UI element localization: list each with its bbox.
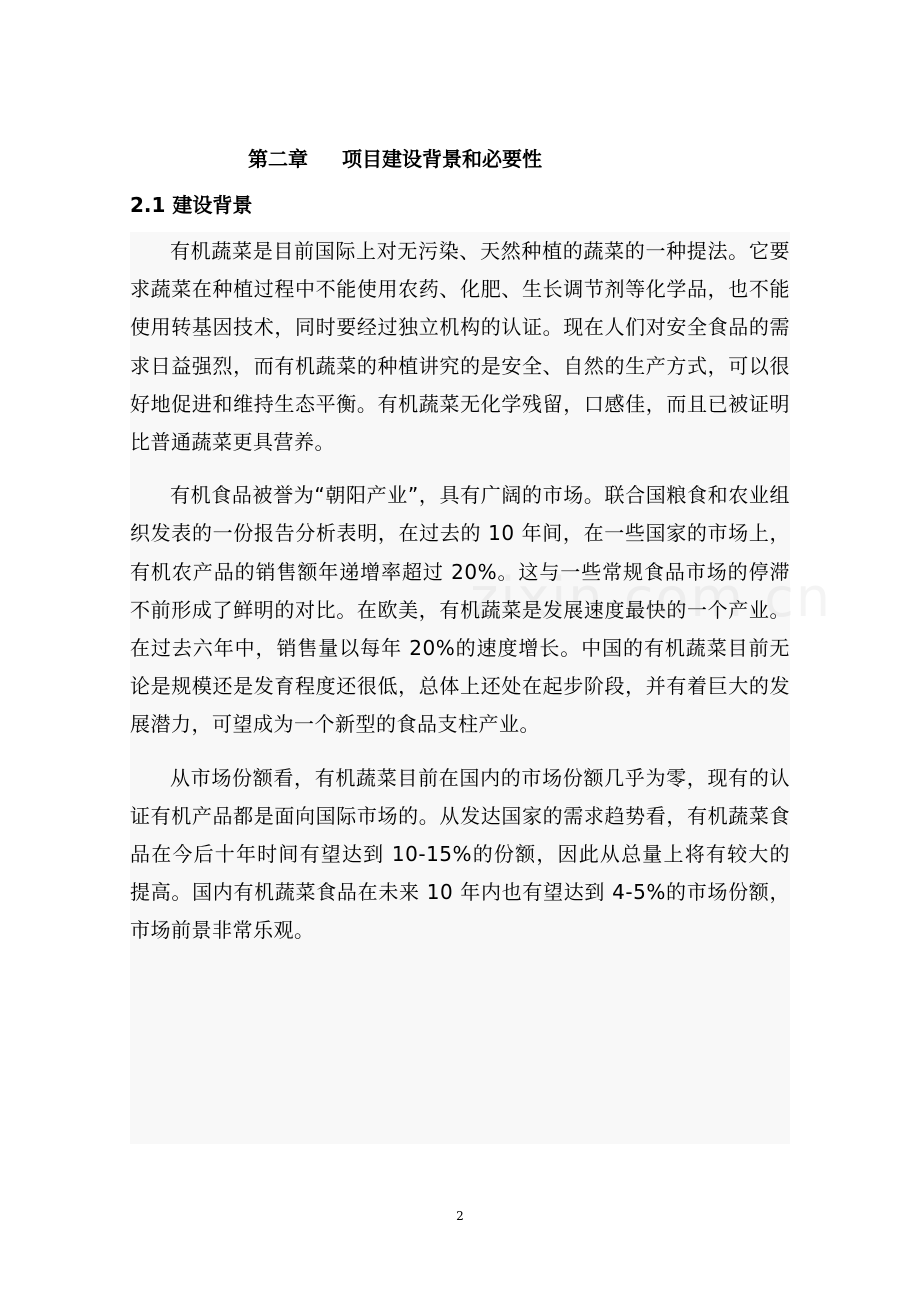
paragraph-3: 从市场份额看，有机蔬菜目前在国内的市场份额几乎为零，现有的认证有机产品都是面向国际市场的。从发达国家的需求趋势看，有机蔬菜食品在今后十年时间有望达到 10-15%的份额，因此从总量上将有较大的提高。国内有机蔬菜食品在未来 10 年内也有望达到 4-5%的市场份额，市场前景非常乐观。 [130, 765, 790, 943]
chapter-label: 第二章 [248, 147, 308, 171]
chapter-title [248, 143, 542, 175]
paragraph-1: 有机蔬菜是目前国际上对无污染、天然种植的蔬菜的一种提法。它要求蔬菜在种植过程中不能使用农药、化肥、生长调节剂等化学品，也不能使用转基因技术，同时要经过独立机构的认证。现在人们对安全食品的需求日益强烈，而有机蔬菜的种植讲究的是安全、自然的生产方式，可以很好地促进和维持生态平衡。有机蔬菜无化学残留，口感佳，而且已被证明比普通蔬菜更具营养。 [130, 239, 790, 455]
paragraph-2: 有机食品被誉为“朝阳产业”，具有广阔的市场。联合国粮食和农业组织发表的一份报告分析表明，在过去的 10 年间，在一些国家的市场上，有机农产品的销售额年递增率超过 20%。这与一些常规食品市场的停滞不前形成了鲜明的对比。在欧美，有机蔬菜是发展速度最快的一个产业。在过去六年中，销售量以每年 20%的速度增长。中国的有机蔬菜目前无论是规模还是发育程度还很低，总体上还处在起步阶段，并有着巨大的发展潜力，可望成为一个新型的食品支柱产业。 [130, 483, 790, 737]
chapter-heading: 项目建设背景和必要性 [342, 147, 542, 171]
section-title: 2.1 建设背景 [130, 193, 253, 217]
body-text [130, 232, 790, 1144]
page-number: 2 [456, 1209, 464, 1223]
